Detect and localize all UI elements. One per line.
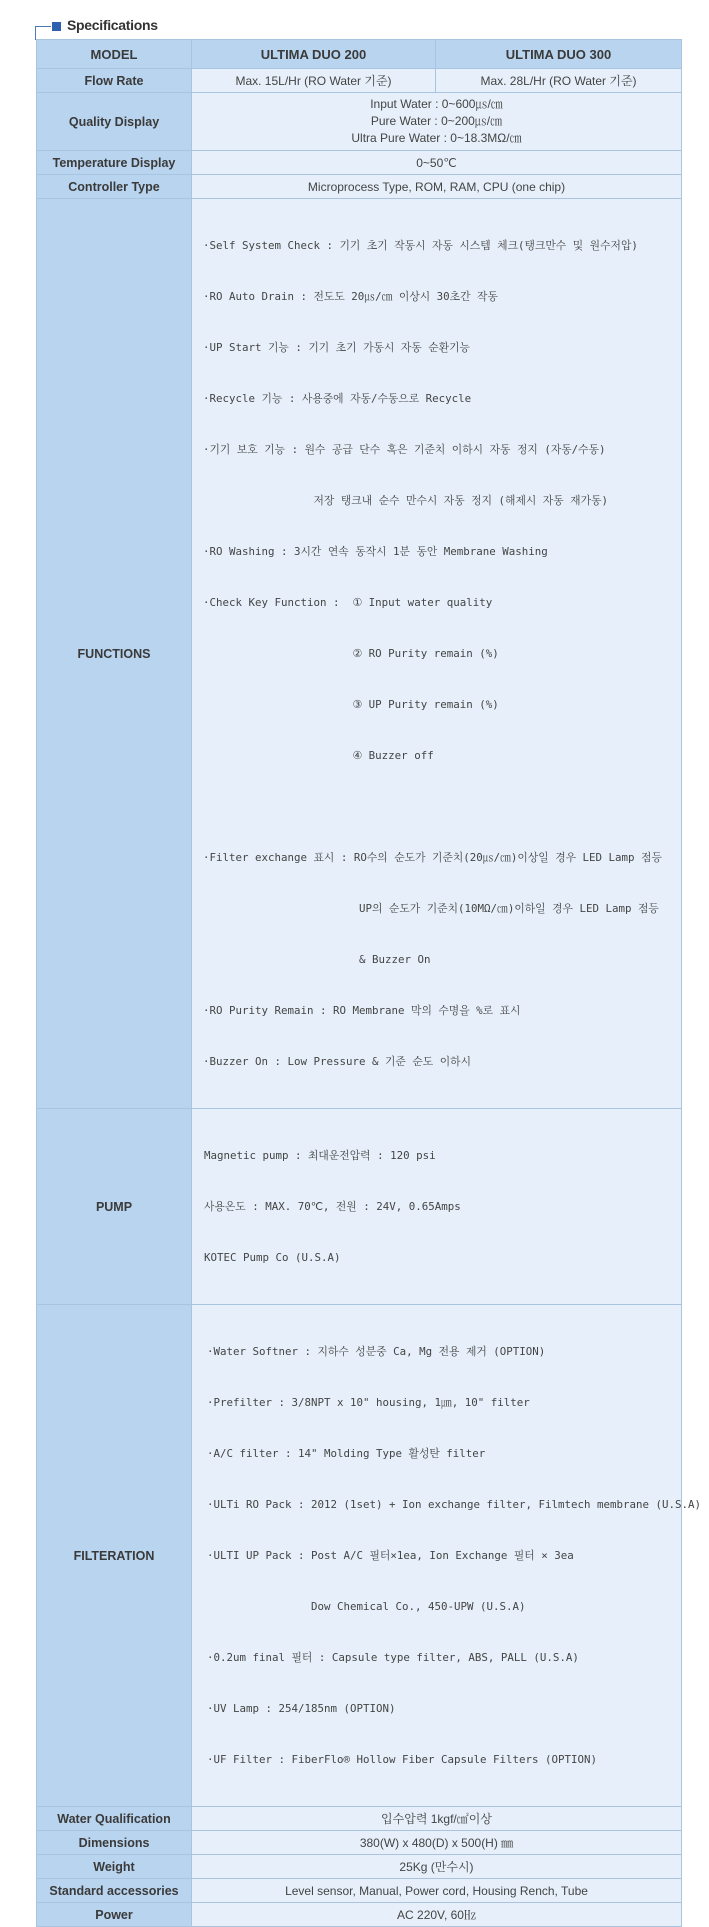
table-row [37,175,682,199]
filteration-line: ·UF Filter : FiberFlo® Hollow Fiber Capsule Filters (OPTION) [207,1753,598,1766]
section-header [35,14,681,38]
functions-line: ④ Buzzer off [203,749,434,762]
power-value: AC 220V, 60㎐ [192,1903,682,1927]
table-row [37,199,682,1109]
table-row [37,1903,682,1927]
table-row [37,1855,682,1879]
functions-line: ·RO Washing : 3시간 연속 동작시 1분 동안 Membrane Washing [203,545,548,558]
table-header-row [37,40,682,69]
functions-line: ③ UP Purity remain (%) [203,698,499,711]
row-label-filteration: FILTERATION [37,1305,192,1807]
row-label-pump: PUMP [37,1109,192,1305]
functions-line: ·Self System Check : 기기 초기 작동시 자동 시스템 체크(탱크만수 및 원수저압) [203,239,638,252]
standard-accessories-value: Level sensor, Manual, Power cord, Housing Rench, Tube [192,1879,682,1903]
functions-line: ·RO Purity Remain : RO Membrane 막의 수명을 %로 표시 [203,1004,521,1017]
functions-line: 저장 탱크내 순수 만수시 자동 정지 (해제시 자동 재가동) [203,494,608,507]
table-row [37,1831,682,1855]
filteration-line: ·UV Lamp : 254/185nm (OPTION) [207,1702,396,1715]
pump-list [192,1109,681,1304]
filteration-line: ·0.2um final 필터 : Capsule type filter, ABS, PALL (U.S.A) [207,1651,579,1664]
filteration-line: ·ULTi RO Pack : 2012 (1set) + Ion exchange filter, Filmtech membrane (U.S.A) [207,1498,702,1511]
controller-value: Microprocess Type, ROM, RAM, CPU (one chip) [192,175,682,199]
functions-line: ·UP Start 기능 : 기기 초기 가동시 자동 순환기능 [203,341,470,354]
quality-display-value [192,93,682,151]
row-label-temperature: Temperature Display [37,151,192,175]
pump-line: KOTEC Pump Co (U.S.A) [204,1251,341,1264]
filteration-line: ·ULTI UP Pack : Post A/C 필터×1ea, Ion Exchange 필터 × 3ea [207,1549,574,1562]
functions-line: ·기기 보호 기능 : 원수 공급 단수 혹은 기준치 이하시 자동 정지 (자동/수동) [203,443,606,456]
row-label-dimensions: Dimensions [37,1831,192,1855]
row-label-power: Power [37,1903,192,1927]
flow-rate-duo300: Max. 28L/Hr (RO Water 기준) [436,69,682,93]
section-title: Specifications [67,17,158,33]
filteration-line: Dow Chemical Co., 450-UPW (U.S.A) [207,1600,526,1613]
functions-line: ·Recycle 기능 : 사용중에 자동/수동으로 Recycle [203,392,472,405]
table-row [37,69,682,93]
functions-line: ·Buzzer On : Low Pressure & 기준 순도 이하시 [203,1055,472,1068]
quality-line: Input Water : 0~600㎲/㎝ [370,97,503,111]
header-vline [35,26,36,40]
header-duo200: ULTIMA DUO 200 [192,40,436,69]
functions-line [203,798,681,815]
pump-line: Magnetic pump : 최대운전압력 : 120 psi [204,1149,436,1162]
water-qualification-value: 입수압력 1kgf/㎠이상 [192,1807,682,1831]
header-duo300: ULTIMA DUO 300 [436,40,682,69]
row-label-functions: FUNCTIONS [37,199,192,1109]
filteration-line: ·A/C filter : 14" Molding Type 활성탄 filter [207,1447,486,1460]
functions-line: & Buzzer On [203,953,431,966]
table-row [37,1305,682,1807]
filteration-value [192,1305,702,1807]
functions-line: ·Check Key Function : ① Input water quality [203,596,493,609]
pump-line: 사용온도 : MAX. 70℃, 전원 : 24V, 0.65Amps [204,1200,461,1213]
filteration-line: ·Water Softner : 지하수 성분중 Ca, Mg 전용 제거 (OPTION) [207,1345,546,1358]
table-row [37,93,682,151]
row-label-flow-rate: Flow Rate [37,69,192,93]
weight-value: 25Kg (만수시) [192,1855,682,1879]
specifications-table [36,39,702,1927]
row-label-water-qualification: Water Qualification [37,1807,192,1831]
table-row [37,151,682,175]
functions-line: UP의 순도가 기준치(10MΩ/㎝)이하일 경우 LED Lamp 점등 [203,902,659,915]
row-label-standard-accessories: Standard accessories [37,1879,192,1903]
functions-line: ·RO Auto Drain : 전도도 20㎲/㎝ 이상시 30초간 작동 [203,290,498,303]
table-row [37,1879,682,1903]
quality-line: Ultra Pure Water : 0~18.3MΩ/㎝ [351,131,522,145]
row-label-weight: Weight [37,1855,192,1879]
flow-rate-duo200: Max. 15L/Hr (RO Water 기준) [192,69,436,93]
header-line [35,26,51,27]
pump-value [192,1109,682,1305]
row-label-controller: Controller Type [37,175,192,199]
filteration-list [192,1305,702,1806]
functions-line: ·Filter exchange 표시 : RO수의 순도가 기준치(20㎲/㎝)이상일 경우 LED Lamp 점등 [203,851,662,864]
dimensions-value: 380(W) x 480(D) x 500(H) ㎜ [192,1831,682,1855]
functions-line: ② RO Purity remain (%) [203,647,499,660]
row-label-quality-display: Quality Display [37,93,192,151]
functions-list [192,199,681,1108]
quality-line: Pure Water : 0~200㎲/㎝ [370,114,503,128]
header-model: MODEL [37,40,192,69]
temperature-value: 0~50℃ [192,151,682,175]
square-bullet-icon [52,22,61,31]
table-row [37,1109,682,1305]
filteration-line: ·Prefilter : 3/8NPT x 10" housing, 1㎛, 10" filter [207,1396,530,1409]
table-row [37,1807,682,1831]
functions-value [192,199,682,1109]
